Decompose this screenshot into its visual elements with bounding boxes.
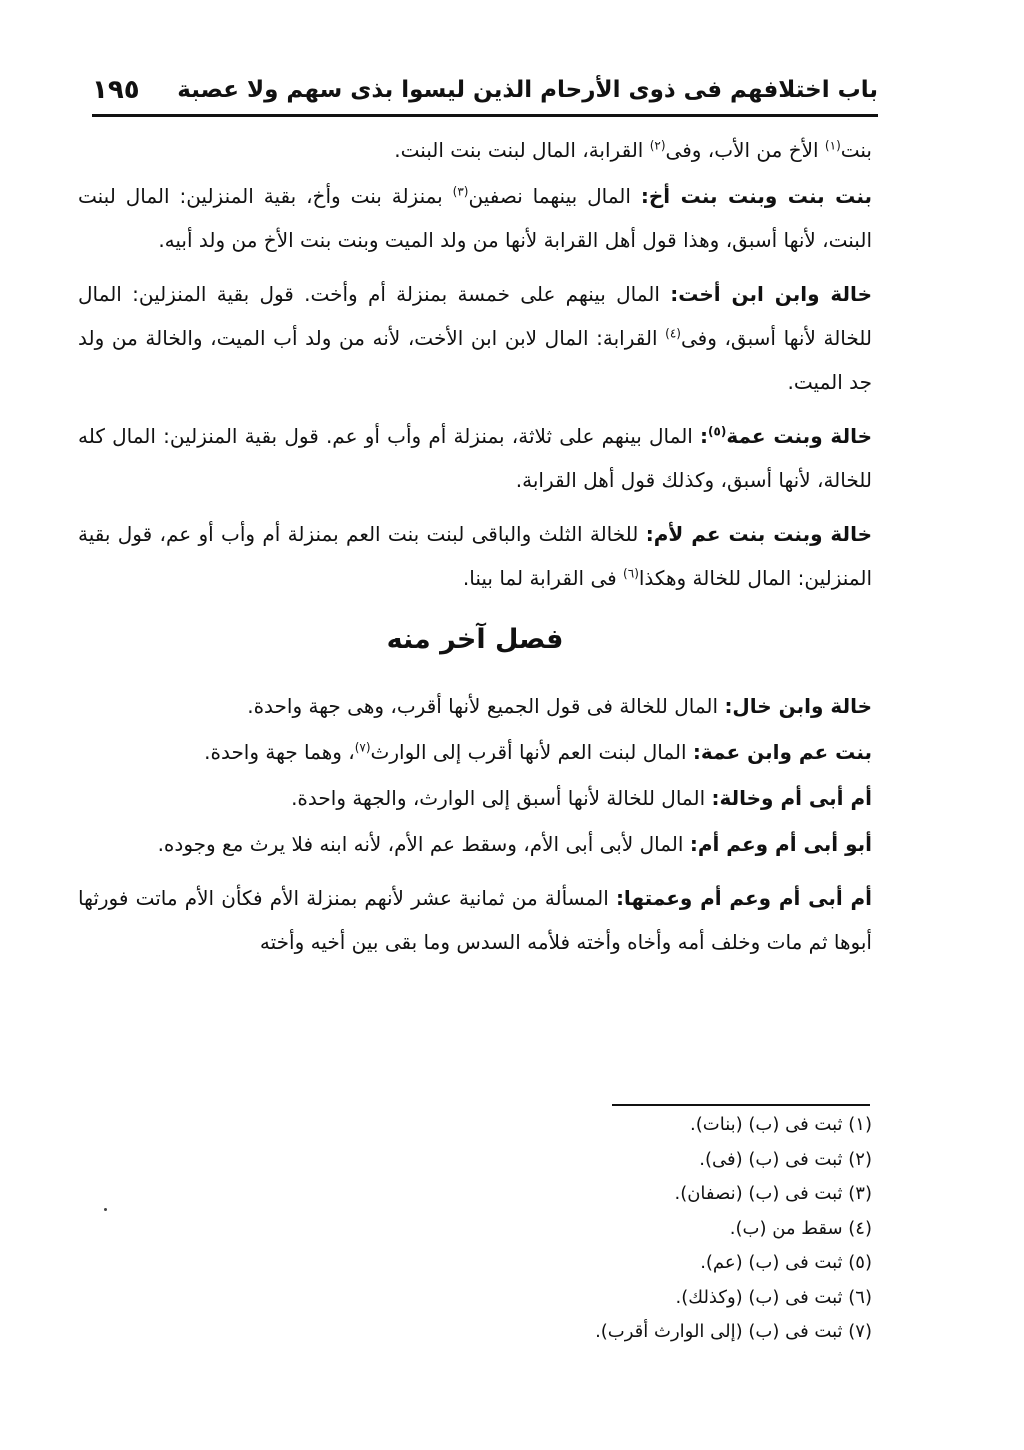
footnote: (١) ثبت فى (ب) (بنات). bbox=[690, 1114, 872, 1135]
main-text bbox=[78, 128, 872, 974]
running-title: باب اختلافهم فى ذوى الأرحام الذين ليسوا بذى سهم ولا عصبة bbox=[177, 77, 878, 103]
header-rule bbox=[92, 114, 878, 117]
section-title: فصل آخر منه bbox=[386, 624, 564, 655]
footnote: (٧) ثبت فى (ب) (إلى الوارث أقرب). bbox=[595, 1321, 872, 1342]
paragraph: بنت$^{(١)}$ الأخ من الأب، وفى$^{(٢)}$ القرابة، المال لبنت بنت البنت. bbox=[394, 138, 872, 162]
paragraph: بنت بنت وبنت بنت أخ: المال بينهما نصفين$^{(٣)}$ بمنزلة بنت وأخ، بقية المنزلين: المال لبنت البنت، لأنها أسبق، وهذا قول أهل القرابة لأنها من ولد الميت وبنت بنت الأخ من ولد أبيه. bbox=[78, 184, 872, 252]
footnote: (٤) سقط من (ب). bbox=[729, 1217, 872, 1239]
footnote: (٦) ثبت فى (ب) (وكذلك). bbox=[675, 1286, 872, 1308]
ink-speck bbox=[104, 1208, 107, 1211]
paragraph: أم أبى أم وخالة: المال للخالة لأنها أسبق إلى الوارث، والجهة واحدة. bbox=[291, 786, 872, 810]
footnote: (٢) ثبت فى (ب) (فى). bbox=[699, 1148, 872, 1170]
paragraph: خالة وابن خال: المال للخالة فى قول الجميع لأنها أقرب، وهى جهة واحدة. bbox=[247, 694, 872, 718]
paragraph: أبو أبى أم وعم أم: المال لأبى أبى الأم، وسقط عم الأم، لأنه ابنه فلا يرث مع وجوده. bbox=[157, 832, 872, 856]
paragraph: بنت عم وابن عمة: المال لبنت العم لأنها أقرب إلى الوارث$^{(٧)}$، وهما جهة واحدة. bbox=[204, 740, 872, 764]
paragraph: خالة وبنت عمة$^{(٥)}$: المال بينهم على ثلاثة، بمنزلة أم وأب أو عم. قول بقية المنزلين: المال كله للخالة، لأنها أسبق، وكذلك قول أهل القرابة. bbox=[78, 424, 872, 492]
paragraph: أم أبى أم وعم أم وعمتها: المسألة من ثمانية عشر لأنهم بمنزلة الأم فكأن الأم ماتت فورثها أبوها ثم مات وخلف أمه وأخاه وأخته فلأمه السدس وما بقى بين أخيه وأخته bbox=[78, 886, 873, 954]
footnotes bbox=[452, 1108, 872, 1350]
footnote-separator bbox=[612, 1104, 870, 1106]
footnote: (٣) ثبت فى (ب) (نصفان). bbox=[674, 1183, 872, 1204]
footnote: (٥) ثبت فى (ب) (عم). bbox=[700, 1252, 872, 1273]
paragraph: خالة وبنت بنت عم لأم: للخالة الثلث والباقى لبنت بنت العم بمنزلة أم وأب أو عم، قول بقية المنزلين: المال للخالة وهكذا$^{(٦)}$ فى القرابة لما بينا. bbox=[78, 522, 872, 590]
paragraph: خالة وابن ابن أخت: المال بينهم على خمسة بمنزلة أم وأخت. قول بقية المنزلين: المال للخالة لأنها أسبق، وفى$^{(٤)}$ القرابة: المال لابن ابن الأخت، لأنه من ولد أب الميت، والخالة من ولد جد الميت. bbox=[78, 282, 873, 394]
page-number: ١٩٥ bbox=[92, 75, 140, 105]
page-header bbox=[92, 68, 878, 112]
